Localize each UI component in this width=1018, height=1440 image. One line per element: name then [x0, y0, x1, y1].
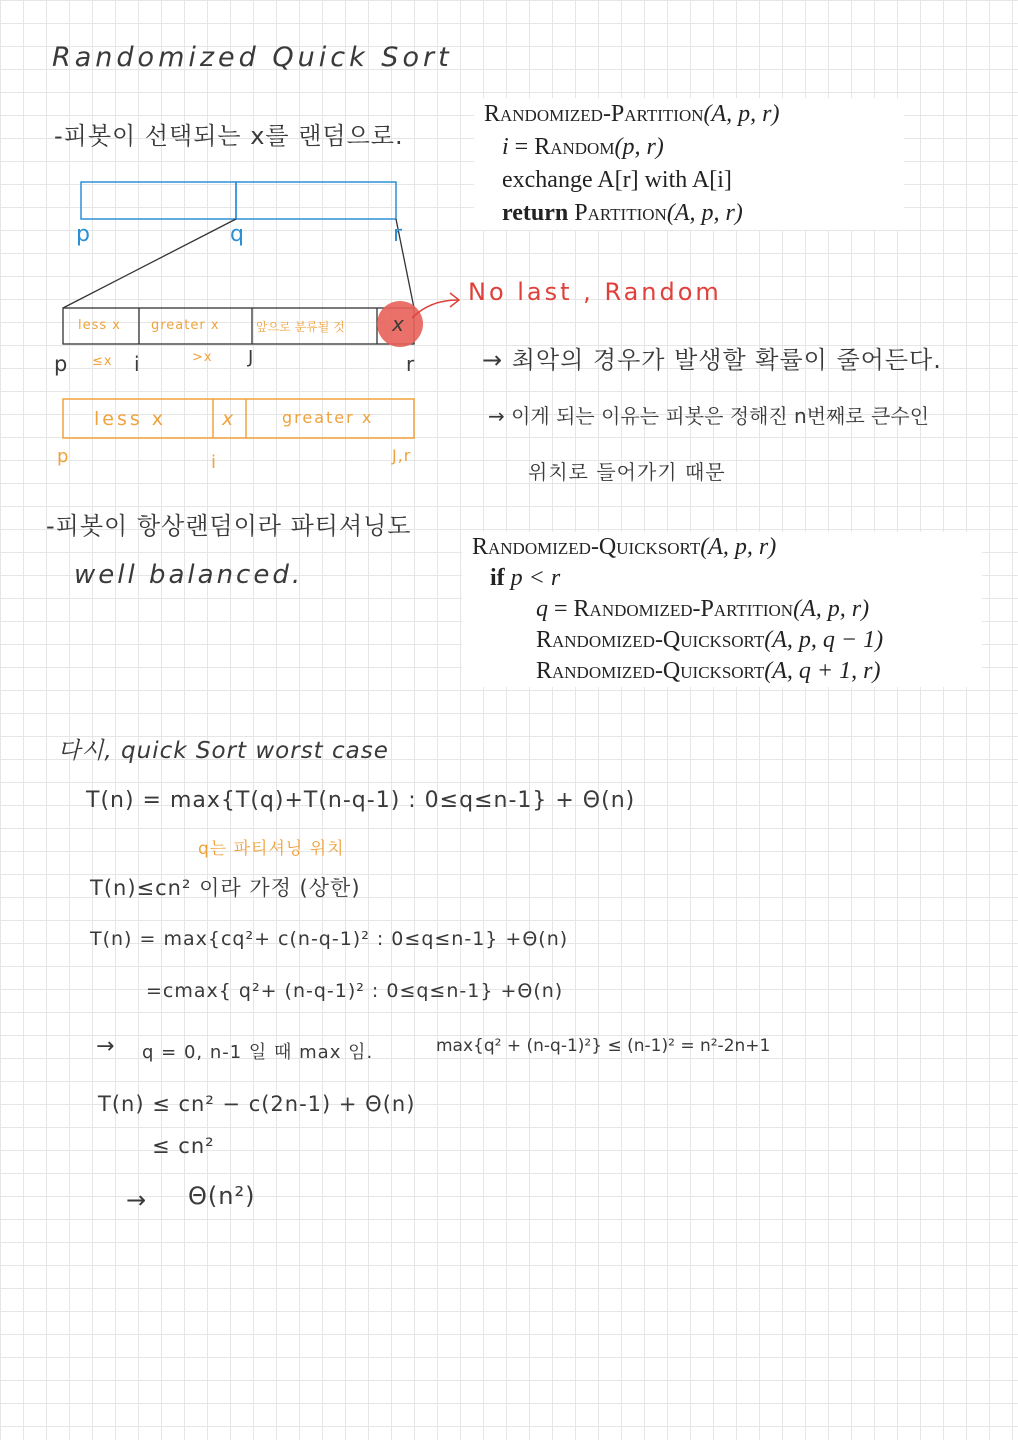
assumption: T(n)≤cn² 이라 가정 (상한): [90, 876, 361, 900]
label-mid-gt: >x: [192, 350, 213, 365]
algo-quicksort-l2-eq: =: [548, 596, 574, 622]
remark-reason-1: → 이게 되는 이유는 피봇은 정해진 n번째로 큰수인: [488, 404, 930, 428]
algo-partition-l1-args: (p, r): [614, 134, 664, 160]
cell-pivot: x: [392, 312, 405, 336]
algo-quicksort-l2-var: q: [536, 596, 548, 622]
algo-quicksort-l3-call: Randomized-Quicksort: [536, 627, 765, 653]
worst-case-heading: 다시, quick Sort worst case: [58, 738, 389, 764]
note-balanced-2: well balanced.: [74, 560, 304, 590]
step1: T(n) = max{cq²+ c(n-q-1)² : 0≤q≤n-1} +Θ(n): [90, 928, 569, 950]
remark-worst-less: → 최악의 경우가 발생할 확률이 줄어든다.: [482, 346, 942, 374]
step3-bound: max{q² + (n-q-1)²} ≤ (n-1)² = n²-2n+1: [436, 1036, 771, 1056]
top-array-left: [81, 182, 236, 219]
label-mid-j: J: [248, 347, 255, 368]
algo-partition-name: Randomized-Partition: [484, 101, 704, 127]
algo-partition-l3-call: Partition: [574, 200, 667, 226]
page-title: Randomized Quick Sort: [52, 42, 453, 73]
algo-partition-l3-args: (A, p, r): [666, 200, 743, 226]
algo-partition-l1-var: i: [502, 134, 509, 160]
recurrence: T(n) = max{T(q)+T(n-q-1) : 0≤q≤n-1} + Θ(n): [86, 788, 636, 813]
algo-partition-args: (A, p, r): [703, 101, 780, 127]
step4: T(n) ≤ cn² − c(2n-1) + Θ(n): [98, 1092, 416, 1116]
step3: q = 0, n-1 일 때 max 임.: [142, 1042, 374, 1063]
algo-partition-l2: exchange A[r] with A[i]: [502, 167, 732, 193]
label-bottom-i: i: [211, 452, 218, 473]
top-array-right: [236, 182, 396, 219]
bottom-cell-pivot: x: [222, 408, 235, 430]
cell-greater: greater x: [151, 318, 220, 333]
label-mid-r: r: [406, 352, 416, 376]
algo-partition-l1-eq: =: [508, 134, 535, 160]
algo-quicksort-l3-args: (A, p, q − 1): [764, 627, 884, 653]
algo-quicksort-l1-cond: p < r: [504, 565, 561, 591]
label-top-q: q: [230, 222, 245, 247]
cell-unsorted: 앞으로 분류될 것: [256, 320, 345, 334]
note-balanced-1: -피봇이 항상랜덤이라 파티셔닝도: [46, 512, 412, 540]
bottom-cell-less: less x: [94, 408, 167, 430]
q-note: q는 파티셔닝 위치: [198, 839, 345, 859]
algo-quicksort-args: (A, p, r): [700, 534, 777, 560]
cell-less: less x: [78, 318, 121, 333]
label-top-p: p: [76, 222, 91, 247]
label-mid-le: ≤x: [92, 354, 113, 369]
algo-quicksort-l4-args: (A, q + 1, r): [764, 658, 881, 684]
step3-arrow: →: [96, 1034, 116, 1059]
algo-partition-l1-call: Random: [534, 134, 615, 160]
algo-randomized-quicksort: [462, 532, 982, 687]
algo-quicksort-l4-call: Randomized-Quicksort: [536, 658, 765, 684]
algo-partition-l3-kw: return: [502, 200, 569, 226]
note-pivot-random: -피봇이 선택되는 x를 랜덤으로.: [54, 122, 404, 150]
algo-quicksort-name: Randomized-Quicksort: [472, 534, 701, 560]
step2: =cmax{ q²+ (n-q-1)² : 0≤q≤n-1} +Θ(n): [146, 980, 564, 1002]
result: Θ(n²): [188, 1182, 256, 1210]
bottom-cell-greater: greater x: [282, 408, 374, 427]
result-arrow: →: [126, 1186, 148, 1214]
algo-quicksort-l1-kw: if: [490, 565, 505, 591]
label-mid-i: i: [134, 352, 141, 376]
algo-quicksort-l2-call: Randomized-Partition: [573, 596, 794, 622]
label-top-r: r: [393, 222, 404, 247]
step5: ≤ cn²: [152, 1134, 215, 1158]
label-bottom-p: p: [57, 446, 70, 467]
algo-randomized-partition: [474, 98, 904, 230]
label-mid-p: p: [54, 352, 69, 376]
label-bottom-jr: J,r: [392, 446, 412, 465]
annotation-no-last-random: No last , Random: [468, 278, 722, 306]
remark-reason-2: 위치로 들어가기 때문: [528, 460, 726, 484]
algo-quicksort-l2-args: (A, p, r): [793, 596, 870, 622]
